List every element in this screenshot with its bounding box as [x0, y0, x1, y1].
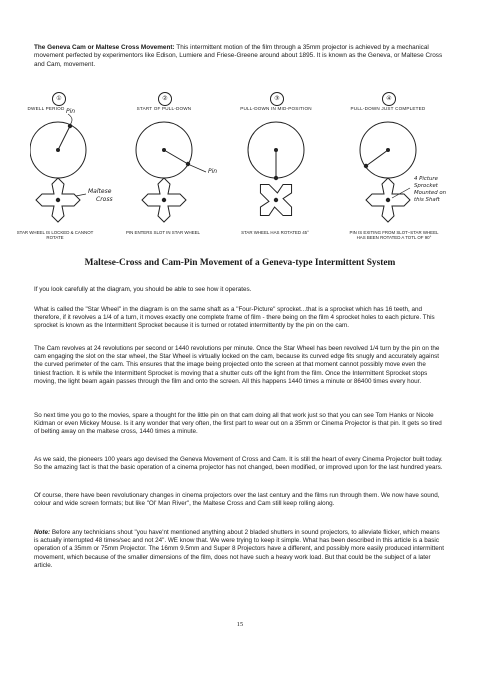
paragraph-4: So next time you go to the movies, spare a thought for the little pin on that cam doing all that work just so that you can see Tom Hanks or Nicole Kidman or even Mickey Mouse. Is it any wonder that very often, the first part to wear out on a 35mm or Cinema Projector is that pin. It gets so tired of belting away on the maltese cross, 1440 times a minute. — [34, 412, 442, 436]
handwritten-sprocket-label-4: this Shaft — [414, 197, 440, 203]
maltese-pointer — [76, 194, 86, 196]
handwritten-sprocket-label-2: Sprocket — [414, 183, 438, 189]
stage-1-drawing — [30, 122, 86, 222]
stage-caption-3: STAR WHEEL HAS ROTATED 45° — [241, 230, 309, 235]
stage-caption-2: PIN ENTERS SLOT IN STAR WHEEL — [125, 230, 200, 235]
note-paragraph — [34, 529, 444, 570]
stage-title-4: PULL-DOWN JUST COMPLETED — [350, 106, 426, 111]
stage-2-drawing — [136, 122, 192, 222]
stage-title-1: DWELL PERIOD — [27, 106, 65, 111]
stage-caption-4: PIN IS EXITING FROM SLOT–STAR WHEEL HAS BEEN ROTATED A TOTL OF 90° — [349, 230, 439, 241]
page-number: 15 — [236, 621, 244, 628]
stage-4-drawing — [360, 122, 416, 222]
geneva-diagram — [16, 92, 450, 247]
paragraph-3: The Cam revolves at 24 revolutions per second or 1440 revolutions per minute. Once the Star Wheel has been revolved 1/4 turn by the pin on the cam engaging the slot on the star wheel, the Star Wheel is virtually locked on the cam, because its curved edge fits snugly and accurately against the curved perimeter of the cam. This ensures that the image being projected onto the screen at that moment cannot possibly move even the tiniest fraction. It is while the Intermittent Sprocket is moving that a shutter cuts off the light from the film. Once the Intermittent Sprocket stops moving, the light beam again passes through the film and onto the screen. All this happens 1440 times a minute or 86400 times every hour. — [34, 345, 440, 385]
stage-title-2: START OF PULL-DOWN — [136, 106, 192, 111]
stage-title-3: PULL-DOWN IN MID-POSITION — [240, 106, 312, 111]
stage-caption-1: STAR WHEEL IS LOCKED & CANNOT ROTATE — [16, 230, 94, 241]
handwritten-sprocket-label-3: Mounted on — [414, 190, 447, 196]
note-text: Before any technicians shout "you have'nt mentioned anything about 2 bladed shutters in sound projectors, to alleviate flicker, which means is actually interrupted 48 times/sec and not 24". WE know that. We were trying to keep it simple. What has been described in this article is a basic operation of a 35mm or 75mm Projector. The 16mm 9.5mm and Super 8 Projectors have a different, and possibly more easily produced intermittent movement, which because of the smaller dimensions of the film, does not have such a heavy work load. But that could be the subject of a later article. — [34, 529, 444, 569]
stage-number-3: ③ — [270, 92, 284, 106]
paragraph-2: What is called the "Star Wheel" in the diagram is on the same shaft as a "Four-Picture" sprocket...that is a sprocket which has 16 teeth, and therefore, if it revolves a 1/4 of a turn, it moves exactly one complete frame of film - there being on the film 4 sprocket holes to each picture. This sprocket is known as the Intermittent Sprocket because it is turned or rotated intermittently by the pin on the cam. — [34, 306, 435, 330]
intro-paragraph — [34, 44, 444, 69]
handwritten-sprocket-label-1: 4 Picture — [414, 176, 438, 182]
pin-pointer-1 — [68, 114, 72, 125]
note-label: Note: — [34, 529, 51, 536]
section-heading: Maltese-Cross and Cam-Pin Movement of a Geneva-type Intermittent System — [84, 258, 396, 268]
intro-text: This intermittent motion of the film through a 35mm projector is achieved by a mechanical movement perfected by experimentors like Edison, Lumiere and Friese-Greene around about 1895. It is known as the Geneva, or Maltese Cross and Cam, movement. — [34, 44, 443, 68]
stage-3-drawing — [245, 122, 307, 227]
geneva-mechanism-drawings — [30, 92, 450, 227]
stage-number-2: ② — [158, 92, 172, 106]
handwritten-cross-label: Cross — [96, 196, 113, 203]
handwritten-maltese-label: Maltese — [88, 188, 112, 195]
paragraph-5: As we said, the pioneers 100 years ago devised the Geneva Movement of Cross and Cam. It is still the heart of every Cinema Projector built today. So the amazing fact is that the basic operation of a cinema projector has not changed, been modified, or improved upon for the last hundred years. — [34, 456, 443, 472]
paragraph-1: If you look carefully at the diagram, you should be able to see how it operates. — [34, 286, 252, 293]
handwritten-pin-label-2: Pin — [208, 168, 218, 175]
intro-title: The Geneva Cam or Maltese Cross Movement: — [34, 44, 175, 51]
paragraph-6: Of course, there have been revolutionary changes in cinema projectors over the last century and the films run through them. We now have sound, colour and wide screen formats; but like "Ol' Man River", the Maltese Cross and Cam still keep rolling along. — [34, 492, 440, 508]
pin-pointer-2 — [190, 165, 206, 172]
stage-number-1: ① — [52, 92, 66, 106]
stage-number-4: ④ — [382, 92, 396, 106]
handwritten-pin-label-1: Pin — [66, 108, 76, 115]
